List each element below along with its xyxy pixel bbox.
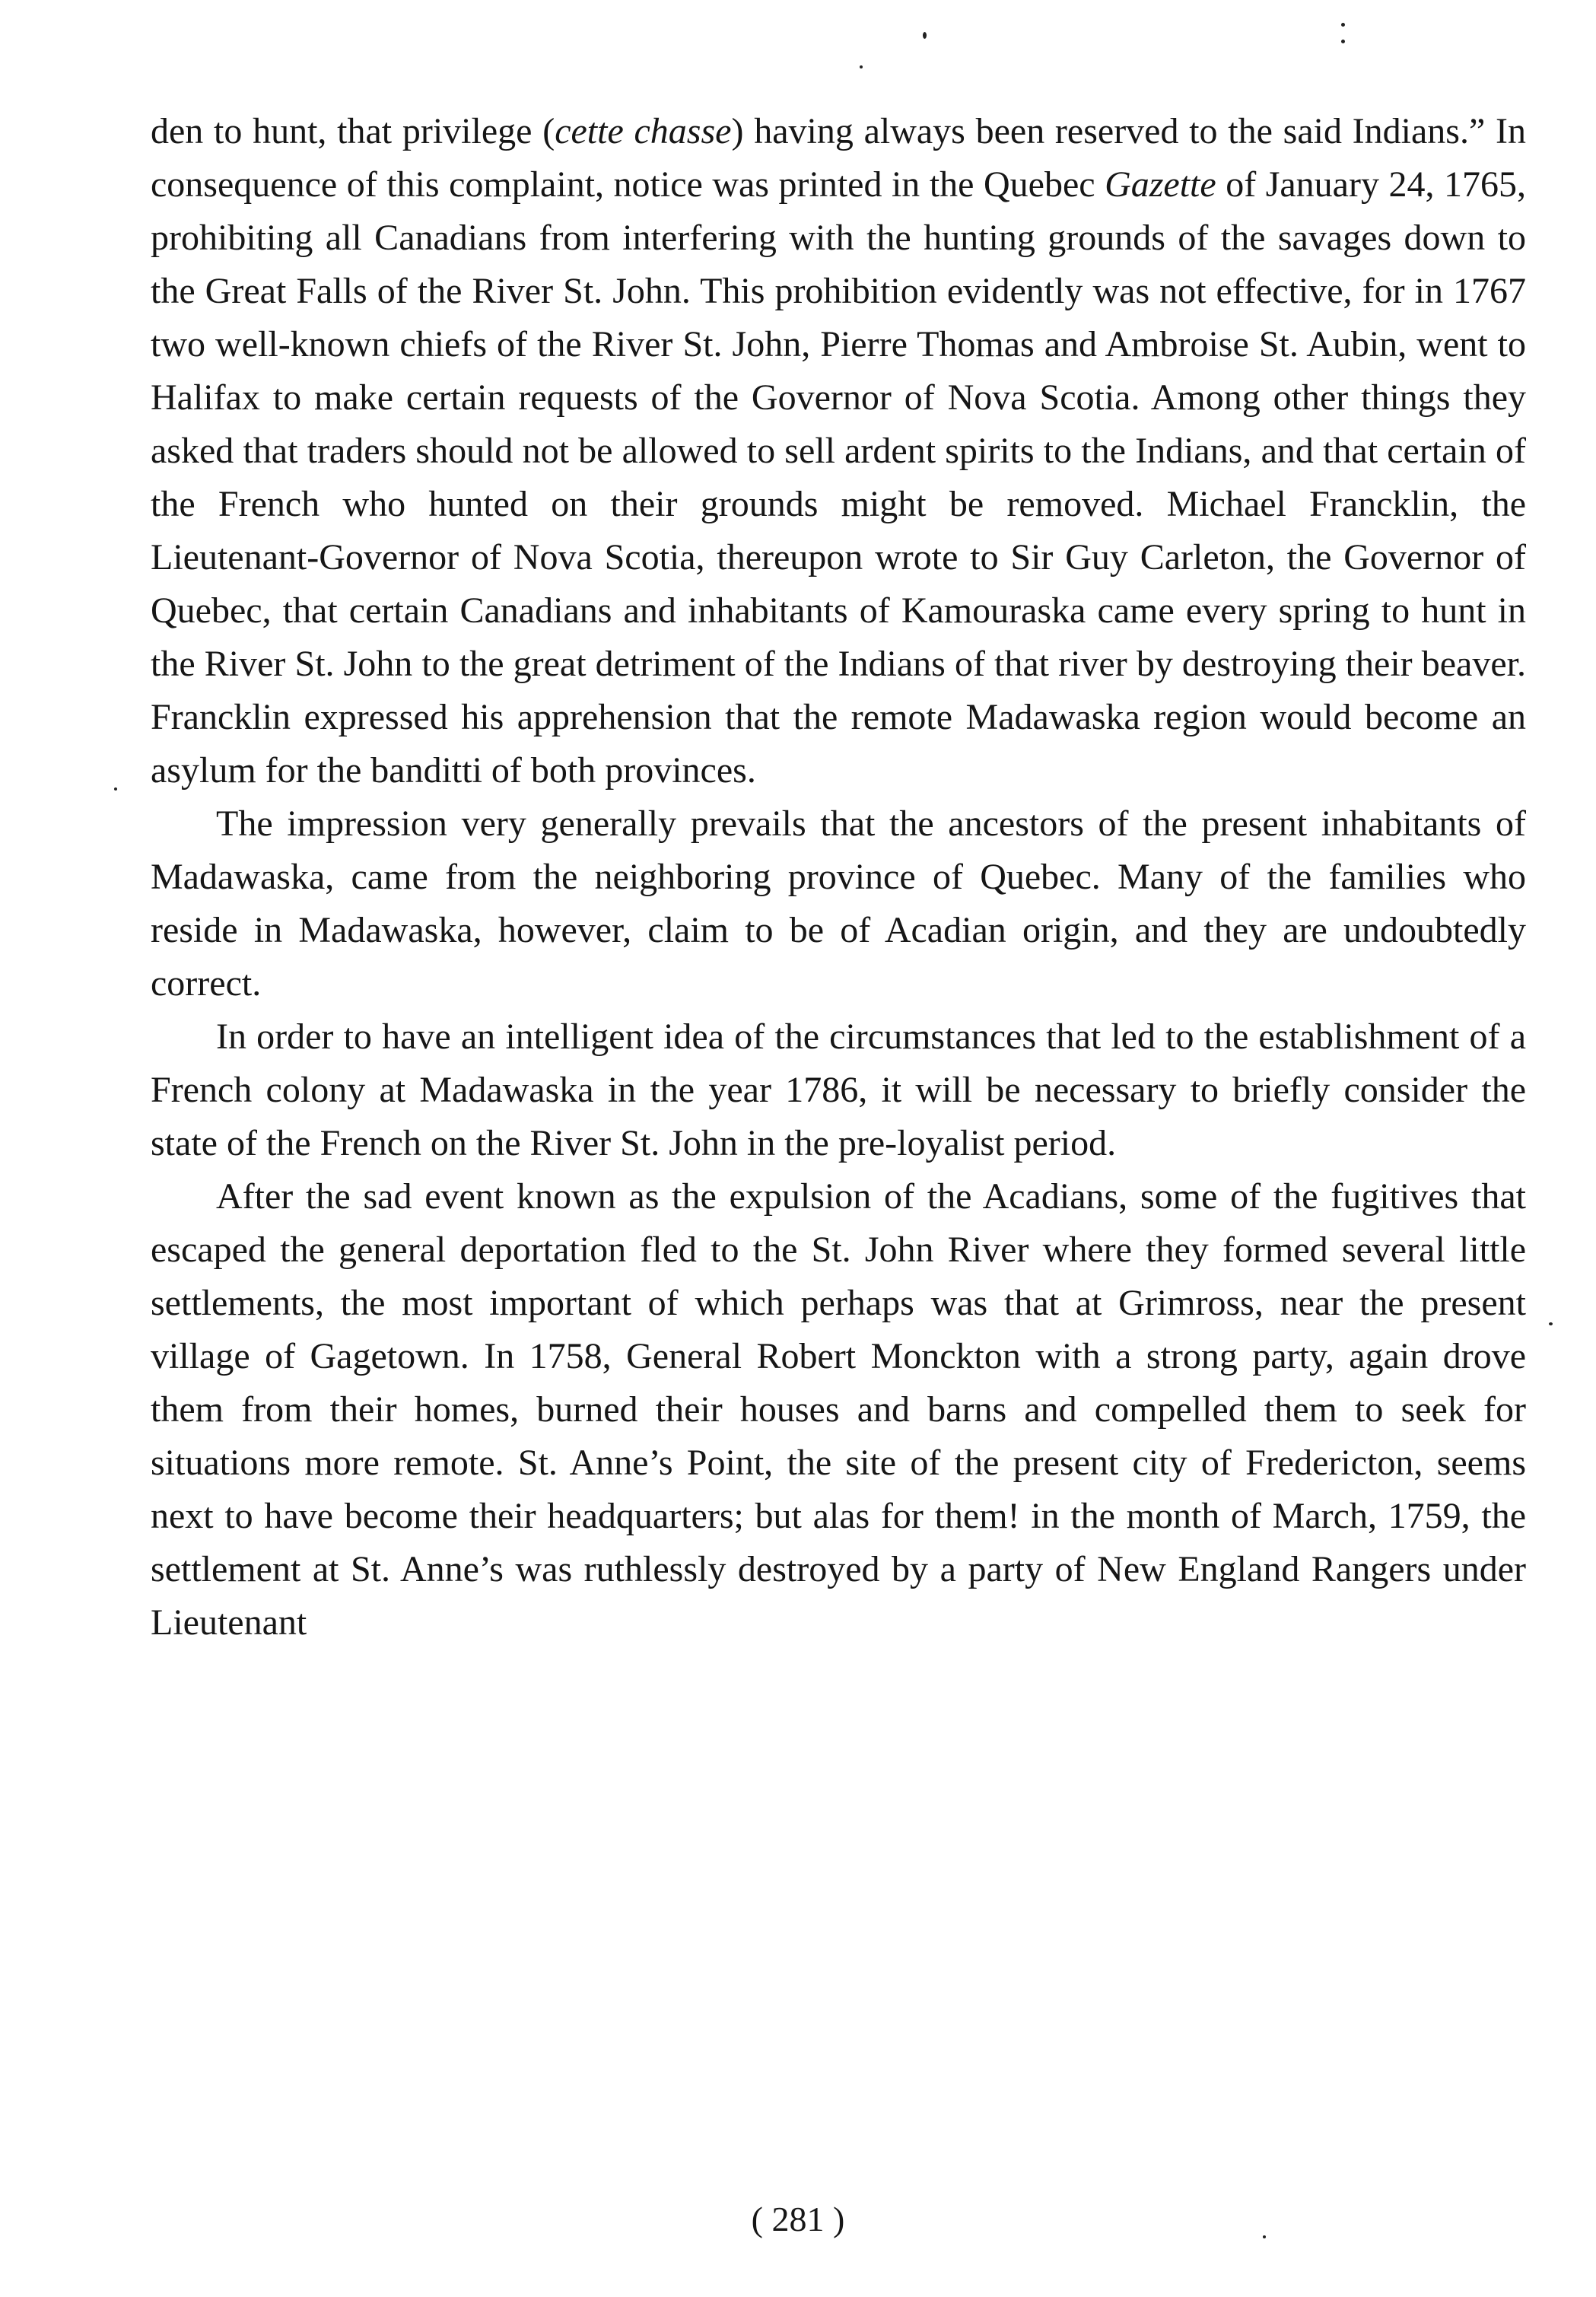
paragraph-3 [151,1010,1526,1170]
print-speck [1341,40,1345,43]
page-text-body [151,105,1526,1650]
page-number: ( 281 ) [751,2200,845,2238]
print-speck [1263,2235,1266,2238]
print-speck [1341,23,1345,27]
paragraph-1 [151,105,1526,797]
text-run: After the sad event known as the expulsion of the Acadians, some of the fugitives that escaped the general deportation fled to the St. John River where they formed several little settlements, the most important of which perhaps was that at Grimross, near the present village of Gagetown. In 1758, General Robert Monckton with a strong party, again drove them from their homes, burned their houses and barns and compelled them to seek for situations more remote. St. Anne’s Point, the site of the present city of Fredericton, seems next to have become their headquarters; but alas for them! in the month of March, 1759, the settlement at St. Anne’s was ruthlessly destroyed by a party of New England Rangers under Lieutenant [151,1176,1526,1643]
text-run: ) having always been reserved to the said Indians.” In consequence of this complaint, notice was printed in the Quebec [151,111,1527,205]
print-speck [860,65,863,68]
paragraph-4 [151,1170,1526,1650]
text-run: In order to have an intelligent idea of the circumstances that led to the establishment of a French colony at Madawaska in the year 1786, it will be necessary to briefly consider the state of the French on the River St. John in the pre-loyalist period. [151,1016,1526,1163]
text-run: of January 24, 1765, prohibiting all Canadians from interfering with the hunting grounds of the savages down to the Great Falls of the River St. John. This prohibition evidently was not effective, for in 1767 two well-known chiefs of the River St. John, Pierre Thomas and Ambroise St. Aubin, went to Halifax to make certain requests of the Governor of Nova Scotia. Among other things they asked that traders should not be allowed to sell ardent spirits to the Indians, and that certain of the French who hunted on their grounds might be removed. Michael Francklin, the Lieutenant-Governor of Nova Scotia, thereupon wrote to Sir Guy Carleton, the Governor of Quebec, that certain Canadians and inhabitants of Kamouraska came every spring to hunt in the River St. John to the great detriment of the Indians of that river by destroying their beaver. Francklin expressed his apprehension that the remote Madawaska region would become an asylum for the banditti of both provinces. [151,164,1526,791]
print-speck [1549,1322,1553,1325]
paragraph-2 [151,797,1526,1010]
text-run: The impression very generally prevails that the ancestors of the present inhabitants of Madawaska, came from the neighboring province of Quebec. Many of the families who reside in Madawaska, however, claim to be of Acadian origin, and they are undoubtedly correct. [151,803,1526,1004]
text-run: den to hunt, that privilege ( [151,111,555,151]
italic-phrase: cette chasse [555,111,732,151]
print-speck [923,32,927,39]
italic-phrase: Gazette [1105,164,1216,205]
print-speck [114,787,117,791]
